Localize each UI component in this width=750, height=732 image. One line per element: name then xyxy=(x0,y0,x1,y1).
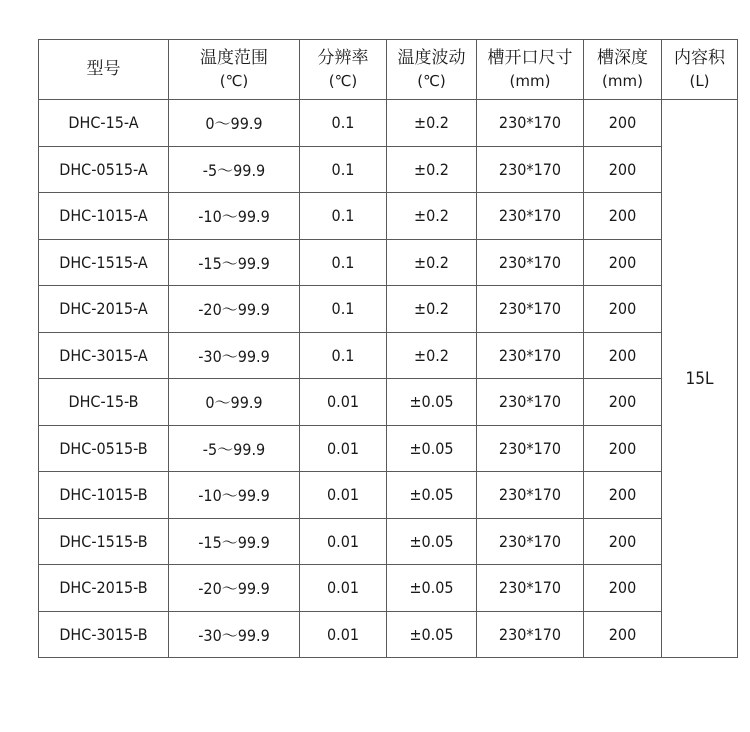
temp-range-cell: -20～99.9 xyxy=(169,286,300,333)
temp-range-cell: -20～99.9 xyxy=(169,565,300,612)
opening-size-cell: 230*170 xyxy=(477,565,584,612)
depth-cell: 200 xyxy=(584,565,662,612)
resolution-cell: 0.1 xyxy=(300,100,387,147)
model-cell: DHC-2015-A xyxy=(39,286,169,333)
temp-range-cell: -5～99.9 xyxy=(169,425,300,472)
opening-size-cell: 230*170 xyxy=(477,472,584,519)
depth-cell: 200 xyxy=(584,286,662,333)
opening-size-cell: 230*170 xyxy=(477,193,584,240)
temp-range-cell: -30～99.9 xyxy=(169,332,300,379)
model-cell: DHC-0515-A xyxy=(39,146,169,193)
depth-cell: 200 xyxy=(584,518,662,565)
temp-range-cell: -30～99.9 xyxy=(169,611,300,658)
resolution-cell: 0.01 xyxy=(300,611,387,658)
fluctuation-cell: ±0.05 xyxy=(387,611,477,658)
opening-size-cell: 230*170 xyxy=(477,518,584,565)
temp-range-cell: -5～99.9 xyxy=(169,146,300,193)
table-row xyxy=(39,565,738,612)
table-row xyxy=(39,425,738,472)
fluctuation-cell: ±0.2 xyxy=(387,100,477,147)
opening-size-cell: 230*170 xyxy=(477,239,584,286)
opening-size-cell: 230*170 xyxy=(477,146,584,193)
model-cell: DHC-1515-B xyxy=(39,518,169,565)
resolution-cell: 0.1 xyxy=(300,286,387,333)
resolution-cell: 0.01 xyxy=(300,565,387,612)
resolution-cell: 0.1 xyxy=(300,332,387,379)
table-row xyxy=(39,100,738,147)
table-row xyxy=(39,146,738,193)
resolution-cell: 0.01 xyxy=(300,425,387,472)
table-row xyxy=(39,193,738,240)
fluctuation-cell: ±0.05 xyxy=(387,379,477,426)
temp-range-cell: -15～99.9 xyxy=(169,239,300,286)
fluctuation-cell: ±0.05 xyxy=(387,425,477,472)
model-cell: DHC-2015-B xyxy=(39,565,169,612)
table-body xyxy=(39,100,738,658)
model-cell: DHC-0515-B xyxy=(39,425,169,472)
depth-cell: 200 xyxy=(584,472,662,519)
header-volume: 内容积 (L) xyxy=(662,40,738,100)
fluctuation-cell: ±0.2 xyxy=(387,146,477,193)
depth-cell: 200 xyxy=(584,425,662,472)
depth-cell: 200 xyxy=(584,239,662,286)
model-cell: DHC-1515-A xyxy=(39,239,169,286)
temp-range-cell: -15～99.9 xyxy=(169,518,300,565)
depth-cell: 200 xyxy=(584,379,662,426)
table-row xyxy=(39,332,738,379)
resolution-cell: 0.01 xyxy=(300,518,387,565)
model-cell: DHC-1015-B xyxy=(39,472,169,519)
depth-cell: 200 xyxy=(584,146,662,193)
fluctuation-cell: ±0.2 xyxy=(387,332,477,379)
model-cell: DHC-3015-B xyxy=(39,611,169,658)
resolution-cell: 0.01 xyxy=(300,472,387,519)
table-row xyxy=(39,472,738,519)
model-cell: DHC-1015-A xyxy=(39,193,169,240)
depth-cell: 200 xyxy=(584,193,662,240)
temp-range-cell: -10～99.9 xyxy=(169,193,300,240)
model-cell: DHC-3015-A xyxy=(39,332,169,379)
table-row xyxy=(39,379,738,426)
opening-size-cell: 230*170 xyxy=(477,379,584,426)
opening-size-cell: 230*170 xyxy=(477,286,584,333)
fluctuation-cell: ±0.05 xyxy=(387,472,477,519)
resolution-cell: 0.1 xyxy=(300,239,387,286)
table-row xyxy=(39,518,738,565)
header-depth: 槽深度 (mm) xyxy=(584,40,662,100)
header-model: 型号 xyxy=(39,40,169,100)
opening-size-cell: 230*170 xyxy=(477,425,584,472)
volume-cell: 15L xyxy=(662,100,738,658)
depth-cell: 200 xyxy=(584,611,662,658)
temp-range-cell: 0～99.9 xyxy=(169,100,300,147)
spec-table xyxy=(38,39,738,658)
resolution-cell: 0.01 xyxy=(300,379,387,426)
fluctuation-cell: ±0.2 xyxy=(387,193,477,240)
model-cell: DHC-15-A xyxy=(39,100,169,147)
table-row xyxy=(39,239,738,286)
depth-cell: 200 xyxy=(584,332,662,379)
temp-range-cell: 0～99.9 xyxy=(169,379,300,426)
resolution-cell: 0.1 xyxy=(300,193,387,240)
fluctuation-cell: ±0.2 xyxy=(387,239,477,286)
depth-cell: 200 xyxy=(584,100,662,147)
opening-size-cell: 230*170 xyxy=(477,332,584,379)
table-row xyxy=(39,286,738,333)
fluctuation-cell: ±0.2 xyxy=(387,286,477,333)
temp-range-cell: -10～99.9 xyxy=(169,472,300,519)
header-temp-range: 温度范围 (℃) xyxy=(169,40,300,100)
table-row xyxy=(39,611,738,658)
header-row xyxy=(39,40,738,100)
header-opening-size: 槽开口尺寸 (mm) xyxy=(477,40,584,100)
opening-size-cell: 230*170 xyxy=(477,100,584,147)
header-fluctuation: 温度波动 (℃) xyxy=(387,40,477,100)
model-cell: DHC-15-B xyxy=(39,379,169,426)
fluctuation-cell: ±0.05 xyxy=(387,518,477,565)
resolution-cell: 0.1 xyxy=(300,146,387,193)
opening-size-cell: 230*170 xyxy=(477,611,584,658)
header-resolution: 分辨率 (℃) xyxy=(300,40,387,100)
fluctuation-cell: ±0.05 xyxy=(387,565,477,612)
